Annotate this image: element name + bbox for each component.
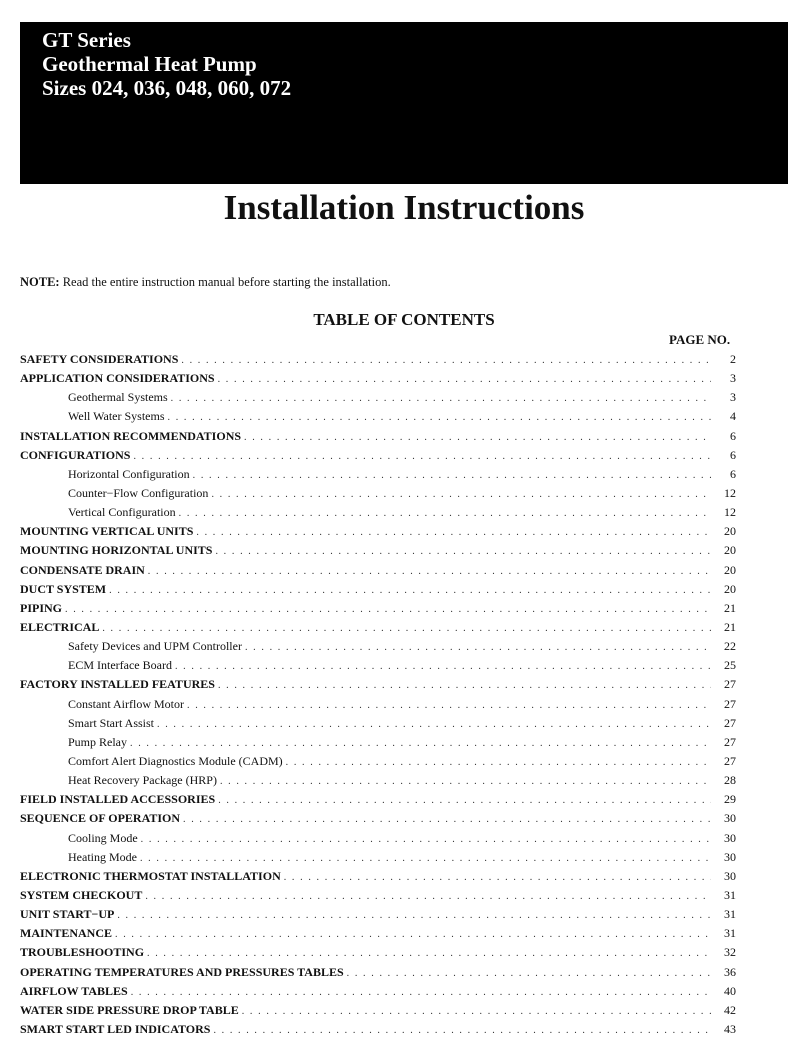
toc-entry-label: SMART START LED INDICATORS xyxy=(20,1021,211,1036)
toc-entry[interactable] xyxy=(20,656,736,675)
series-title: GT Series xyxy=(42,28,131,52)
toc-entry[interactable] xyxy=(20,1001,736,1020)
toc-entry-page: 6 xyxy=(730,447,736,462)
toc-leader-dots xyxy=(284,868,711,886)
toc-entry-label: FIELD INSTALLED ACCESSORIES xyxy=(20,792,216,807)
toc-entry-label: AIRFLOW TABLES xyxy=(20,983,128,998)
toc-entry-page: 42 xyxy=(724,1002,736,1017)
toc-entry[interactable] xyxy=(20,446,736,465)
toc-entry-page: 20 xyxy=(724,581,736,596)
toc-leader-dots xyxy=(215,542,711,560)
table-of-contents xyxy=(20,350,736,1039)
toc-entry-label: Smart Start Assist xyxy=(68,715,155,730)
toc-entry-label: SEQUENCE OF OPERATION xyxy=(20,811,181,826)
toc-entry-label: DUCT SYSTEM xyxy=(20,581,107,596)
toc-entry-label: APPLICATION CONSIDERATIONS xyxy=(20,371,215,386)
toc-entry[interactable] xyxy=(20,963,736,982)
toc-entry[interactable] xyxy=(20,369,736,388)
toc-entry-page: 6 xyxy=(730,428,736,443)
toc-entry-label: Constant Airflow Motor xyxy=(68,696,184,711)
toc-entry-page: 30 xyxy=(724,849,736,864)
toc-entry[interactable] xyxy=(20,733,736,752)
toc-leader-dots xyxy=(244,428,711,446)
toc-entry-page: 20 xyxy=(724,524,736,539)
toc-entry-label: CONDENSATE DRAIN xyxy=(20,562,145,577)
toc-entry[interactable] xyxy=(20,809,736,828)
toc-leader-dots xyxy=(148,562,711,580)
toc-entry-page: 20 xyxy=(724,543,736,558)
toc-entry-page: 40 xyxy=(724,983,736,998)
toc-entry-page: 20 xyxy=(724,562,736,577)
toc-leader-dots xyxy=(242,1002,711,1020)
toc-entry-label: Counter−Flow Configuration xyxy=(68,485,209,500)
toc-leader-dots xyxy=(245,638,711,656)
toc-entry-label: CONFIGURATIONS xyxy=(20,447,131,462)
toc-entry-page: 4 xyxy=(730,409,736,424)
toc-leader-dots xyxy=(183,810,711,828)
toc-entry[interactable] xyxy=(20,522,736,541)
toc-entry[interactable] xyxy=(20,714,736,733)
toc-leader-dots xyxy=(171,389,711,407)
sizes-title: Sizes 024, 036, 048, 060, 072 xyxy=(42,76,292,100)
toc-entry-label: Geothermal Systems xyxy=(68,390,168,405)
toc-entry[interactable] xyxy=(20,982,736,1001)
toc-entry-label: ELECTRICAL xyxy=(20,619,100,634)
toc-entry[interactable] xyxy=(20,350,736,369)
toc-entry-page: 12 xyxy=(724,485,736,500)
toc-entry-page: 21 xyxy=(724,619,736,634)
toc-leader-dots xyxy=(65,600,711,618)
toc-entry-page: 2 xyxy=(730,352,736,366)
toc-entry[interactable] xyxy=(20,465,736,484)
toc-entry-page: 30 xyxy=(724,811,736,826)
toc-entry[interactable] xyxy=(20,427,736,446)
toc-entry-label: MOUNTING VERTICAL UNITS xyxy=(20,524,194,539)
toc-entry-page: 30 xyxy=(724,868,736,883)
note-text: Read the entire instruction manual before starting the installation. xyxy=(62,275,391,289)
toc-entry[interactable] xyxy=(20,618,736,637)
toc-entry[interactable] xyxy=(20,561,736,580)
toc-leader-dots xyxy=(193,466,711,484)
toc-entry-label: ECM Interface Board xyxy=(68,658,172,673)
toc-entry-page: 25 xyxy=(724,658,736,673)
toc-entry-page: 36 xyxy=(724,964,736,979)
toc-entry-label: ELECTRONIC THERMOSTAT INSTALLATION xyxy=(20,868,281,883)
toc-entry-page: 28 xyxy=(724,773,736,788)
header-banner xyxy=(20,22,788,184)
toc-entry[interactable] xyxy=(20,924,736,943)
product-title: Geothermal Heat Pump xyxy=(42,52,257,76)
toc-leader-dots xyxy=(102,619,711,637)
toc-entry[interactable] xyxy=(20,695,736,714)
toc-entry[interactable] xyxy=(20,484,736,503)
toc-leader-dots xyxy=(133,447,711,465)
toc-entry[interactable] xyxy=(20,905,736,924)
toc-leader-dots xyxy=(179,504,711,522)
toc-entry[interactable] xyxy=(20,1020,736,1039)
toc-entry-label: OPERATING TEMPERATURES AND PRESSURES TABLES xyxy=(20,964,344,979)
document-title: Installation Instructions xyxy=(223,188,585,227)
toc-entry-page: 22 xyxy=(724,639,736,654)
toc-entry-label: INSTALLATION RECOMMENDATIONS xyxy=(20,428,242,443)
toc-entry-label: Heat Recovery Package (HRP) xyxy=(68,773,217,788)
note-label: NOTE: xyxy=(20,275,60,289)
toc-entry-page: 3 xyxy=(730,371,736,386)
toc-entry-label: MAINTENANCE xyxy=(20,926,113,941)
toc-entry-label: Horizontal Configuration xyxy=(68,466,190,481)
toc-leader-dots xyxy=(347,964,711,982)
toc-entry-page: 27 xyxy=(724,753,736,768)
toc-leader-dots xyxy=(211,485,711,503)
toc-entry[interactable] xyxy=(20,599,736,618)
toc-entry[interactable] xyxy=(20,886,736,905)
toc-leader-dots xyxy=(218,676,711,694)
toc-entry-page: 3 xyxy=(730,390,736,405)
toc-heading: TABLE OF CONTENTS xyxy=(313,310,495,329)
toc-entry-page: 43 xyxy=(724,1021,736,1036)
toc-entry-label: PIPING xyxy=(20,600,62,615)
toc-entry[interactable] xyxy=(20,580,736,599)
toc-leader-dots xyxy=(131,983,711,1001)
toc-entry-label: Heating Mode xyxy=(68,849,137,864)
toc-leader-dots xyxy=(181,351,711,369)
toc-entry-page: 27 xyxy=(724,677,736,692)
toc-entry-page: 30 xyxy=(724,830,736,845)
toc-entry-page: 27 xyxy=(724,715,736,730)
toc-entry-page: 29 xyxy=(724,792,736,807)
toc-leader-dots xyxy=(218,791,711,809)
toc-entry-label: WATER SIDE PRESSURE DROP TABLE xyxy=(20,1002,239,1017)
toc-leader-dots xyxy=(168,408,712,426)
toc-entry-label: Comfort Alert Diagnostics Module (CADM) xyxy=(68,753,283,768)
toc-entry-label: UNIT START−UP xyxy=(20,907,115,922)
toc-leader-dots xyxy=(115,925,711,943)
toc-entry[interactable] xyxy=(20,675,736,694)
toc-entry[interactable] xyxy=(20,503,736,522)
toc-entry-page: 32 xyxy=(724,945,736,960)
toc-entry[interactable] xyxy=(20,752,736,771)
toc-leader-dots xyxy=(147,944,711,962)
toc-leader-dots xyxy=(157,715,711,733)
toc-entry-label: Pump Relay xyxy=(68,734,127,749)
toc-leader-dots xyxy=(117,906,711,924)
toc-leader-dots xyxy=(213,1021,711,1039)
toc-entry[interactable] xyxy=(20,829,736,848)
toc-leader-dots xyxy=(141,830,711,848)
note xyxy=(20,274,391,290)
toc-entry-label: Cooling Mode xyxy=(68,830,138,845)
toc-leader-dots xyxy=(187,696,711,714)
toc-entry-page: 21 xyxy=(724,600,736,615)
toc-entry-page: 12 xyxy=(724,505,736,520)
toc-entry[interactable] xyxy=(20,637,736,656)
toc-entry-page: 27 xyxy=(724,696,736,711)
toc-entry[interactable] xyxy=(20,541,736,560)
toc-leader-dots xyxy=(286,753,711,771)
toc-entry[interactable] xyxy=(20,790,736,809)
toc-entry-label: SYSTEM CHECKOUT xyxy=(20,887,143,902)
toc-leader-dots xyxy=(140,849,711,867)
toc-entry[interactable] xyxy=(20,943,736,962)
toc-leader-dots xyxy=(109,581,711,599)
toc-entry-label: TROUBLESHOOTING xyxy=(20,945,145,960)
toc-leader-dots xyxy=(130,734,711,752)
toc-entry[interactable] xyxy=(20,407,736,426)
toc-entry-label: MOUNTING HORIZONTAL UNITS xyxy=(20,543,213,558)
toc-entry[interactable] xyxy=(20,388,736,407)
toc-entry-label: Well Water Systems xyxy=(68,409,165,424)
toc-entry[interactable] xyxy=(20,848,736,867)
page-no-heading: PAGE NO. xyxy=(669,332,731,347)
toc-entry-page: 31 xyxy=(724,887,736,902)
toc-leader-dots xyxy=(218,370,711,388)
toc-entry[interactable] xyxy=(20,771,736,790)
toc-entry-label: Safety Devices and UPM Controller xyxy=(68,639,242,654)
toc-entry-label: SAFETY CONSIDERATIONS xyxy=(20,352,179,366)
toc-entry-label: Vertical Configuration xyxy=(68,505,176,520)
toc-entry-page: 27 xyxy=(724,734,736,749)
toc-leader-dots xyxy=(196,523,711,541)
toc-entry-page: 6 xyxy=(730,466,736,481)
toc-entry-label: FACTORY INSTALLED FEATURES xyxy=(20,677,215,692)
toc-leader-dots xyxy=(175,657,711,675)
toc-entry-page: 31 xyxy=(724,926,736,941)
toc-leader-dots xyxy=(220,772,711,790)
toc-entry-page: 31 xyxy=(724,907,736,922)
toc-leader-dots xyxy=(145,887,711,905)
toc-entry[interactable] xyxy=(20,867,736,886)
